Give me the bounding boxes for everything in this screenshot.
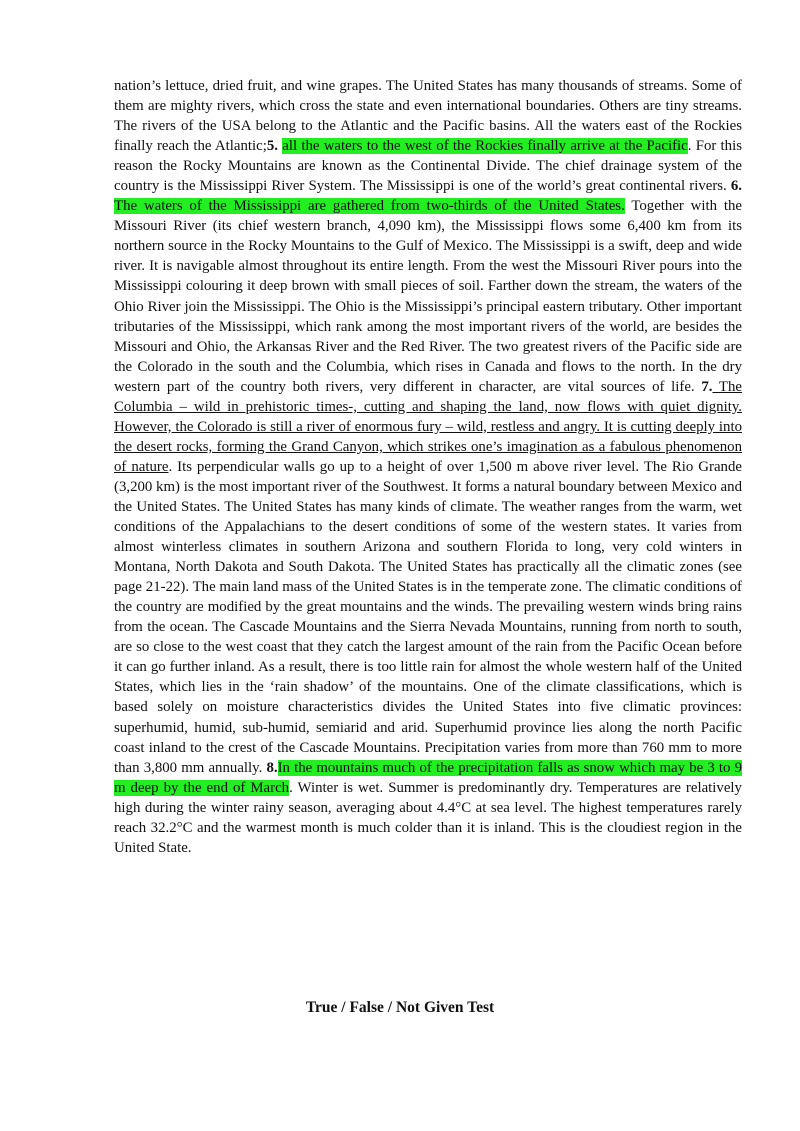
marker-7: 7. [701, 378, 713, 395]
text-segment: . For this reason the Rocky Mountains are known as the Continental Divide. The chief drainage system of the country is the Mississippi River System. The Mississippi is one of the world’s great continental rivers. [114, 138, 742, 195]
section-title: True / False / Not Given Test [305, 999, 495, 1016]
marker-6: 6. [730, 178, 742, 195]
highlight-8: In the mountains much of the precipitation falls as snow which may be 3 to 9 m deep by the end of March [114, 759, 743, 796]
highlight-5: all the waters to the west of the Rockies finally arrive at the Pacific [282, 138, 688, 155]
text-segment: Together with the Missouri River (its chief western branch, 4,090 km), the Mississippi flows some 6,400 km from its northern source in the Rocky Mountains to the Gulf of Mexico. The Mississippi is a swift, deep and wide river. It is navigable almost throughout its entire length. From the west the Missouri River pours into the Mississippi colouring it deep brown with small pieces of soil. Farther down the stream, the waters of the Ohio River join the Mississippi. The Ohio is the Mississippi’s principal eastern tributary. Other important tributaries of the Mississippi, which rank among the most important rivers of the world, are besides the Missouri and Ohio, the Arkansas River and the Red River. The two greatest rivers of the Pacific side are the Colorado in the south and the Columbia, which rises in Canada and flows to the north. In the dry western part of the country both rivers, very different in character, are vital sources of life. [114, 198, 742, 395]
body-paragraph [114, 76, 742, 858]
text-segment: . Winter is wet. Summer is predominantly dry. Temperatures are relatively high during the winter rainy season, averaging about 4.4°C at sea level. The highest temperatures rarely reach 32.2°C and the warmest month is much colder than it is inland. This is the cloudiest region in the United State. [114, 779, 742, 856]
underline-7: The Columbia – wild in prehistoric times-, cutting and shaping the land, now flows with quiet dignity. However, the Colorado is still a river of enormous fury – wild, restless and angry. It is cutting deeply into the desert rocks, forming the Grand Canyon, which strikes one’s imagination as a fabulous phenomenon of nature [114, 378, 742, 475]
text-segment: . Its perpendicular walls go up to a height of over 1,500 m above river level. The Rio Grande (3,200 km) is the most important river of the Southwest. It forms a natural boundary between Mexico and the United States. The United States has many kinds of climate. The weather ranges from the warm, wet conditions of the Appalachians to the desert conditions of some of the western states. It varies from almost winterless climates in southern Arizona and southern Florida to long, very cold winters in Montana, North Dakota and South Dakota. The United States has practically all the climatic zones (see page 21-22). The main land mass of the United States is in the temperate zone. The climatic conditions of the country are modified by the great mountains and the winds. The prevailing western winds bring rains from the ocean. The Cascade Mountains and the Sierra Nevada Mountains, running from north to south, are so close to the west coast that they catch the largest amount of the rain from the Pacific Ocean before it can go further inland. As a result, there is too little rain for almost the whole western half of the United States, which lies in the ‘rain shadow’ of the mountains. One of the climate classifications, which is based solely on moisture characteristics divides the United States into five climatic provinces: superhumid, humid, sub-humid, semiarid and arid. Superhumid province lies along the north Pacific coast inland to the crest of the Cascade Mountains. Precipitation varies from more than 760 mm to more than 3,800 mm annually. [114, 458, 742, 776]
marker-8: 8. [266, 759, 278, 776]
text-segment: nation’s lettuce, dried fruit, and wine grapes. The United States has many thousands of streams. Some of them are mighty rivers, which cross the state and even international boundaries. Others are tiny streams. The rivers of the USA belong to the Atlantic and the Pacific basins. All the waters east of the Rockies finally reach the Atlantic; [114, 78, 742, 155]
highlight-6: The waters of the Mississippi are gathered from two-thirds of the United States. [114, 198, 625, 215]
marker-5: 5. [266, 138, 278, 155]
